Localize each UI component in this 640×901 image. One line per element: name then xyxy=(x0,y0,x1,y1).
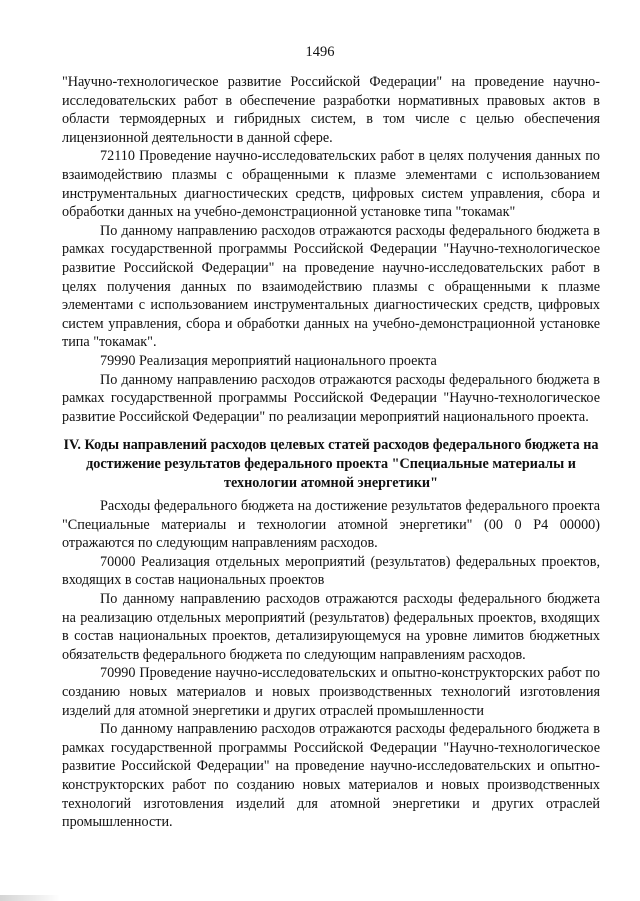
paragraph-description-70990: По данному направлению расходов отражаются расходы федерального бюджета в рамках государственной программы Российской Федерации "Научно-технологическое развитие Российской Федерации" на проведение научно-исследовательских и опытно-конструкторских работ по созданию новых материалов и новых производственных технологий изготовления изделий для атомной энергетики и других отраслей промышленности. xyxy=(62,721,600,831)
page-number: 1496 xyxy=(305,44,335,60)
body-text-top xyxy=(62,73,600,426)
paragraph-continuation: "Научно-технологическое развитие Российской Федерации" на проведение научно-исследовательских работ в обеспечение разработки нормативных правовых актов в области термоядерных и гибридных систем, в том числе с целью обеспечения лицензионной деятельности в данной сфере. xyxy=(62,74,600,146)
body-text-bottom xyxy=(62,497,600,832)
section-heading: IV. Коды направлений расходов целевых статей расходов федерального бюджета на достижение результатов федерального проекта "Специальные материалы и технологии атомной энергетики" xyxy=(63,437,599,491)
paragraph-code-72110: 72110 Проведение научно-исследовательских работ в целях получения данных по взаимодействию плазмы с обращенными к плазме элементами с использованием инструментальных диагностических средств, цифровых систем управления, сбора и обработки данных на учебно-демонстрационной установке типа "токамак" xyxy=(62,148,600,221)
paragraph-code-70000: 70000 Реализация отдельных мероприятий (результатов) федеральных проектов, входящих в состав национальных проектов xyxy=(62,553,600,589)
paragraph-code-79990: 79990 Реализация мероприятий национального проекта xyxy=(100,352,437,369)
paragraph-intro: Расходы федерального бюджета на достижение результатов федерального проекта "Специальные материалы и технологии атомной энергетики" (00 0 Р4 00000) отражаются по следующим направлениям расходов. xyxy=(62,498,600,552)
paragraph-description-72110: По данному направлению расходов отражаются расходы федерального бюджета в рамках государственной программы Российской Федерации "Научно-технологическое развитие Российской Федерации" на проведение научно-исследовательских работ в целях получения данных по взаимодействию плазмы с обращенными к плазме элементами с использованием инструментальных диагностических средств, цифровых систем управления, сбора и обработки данных на учебно-демонстрационной установке типа "токамак". xyxy=(62,222,600,351)
paragraph-description-70000: По данному направлению расходов отражаются расходы федерального бюджета на реализацию отдельных мероприятий (результатов) федеральных проектов, входящих в состав национальных проектов, детализирующемуся на уровне лимитов бюджетных обязательств федерального бюджета по следующим направлениям расходов. xyxy=(62,590,600,663)
scan-edge-artifact xyxy=(0,895,60,901)
paragraph-code-70990: 70990 Проведение научно-исследовательских и опытно-конструкторских работ по созданию новых материалов и новых производственных технологий изготовления изделий для атомной энергетики и других отраслей промышленности xyxy=(62,665,600,719)
paragraph-description-79990: По данному направлению расходов отражаются расходы федерального бюджета в рамках государственной программы Российской Федерации "Научно-технологическое развитие Российской Федерации" по реализации мероприятий национального проекта. xyxy=(62,371,600,425)
